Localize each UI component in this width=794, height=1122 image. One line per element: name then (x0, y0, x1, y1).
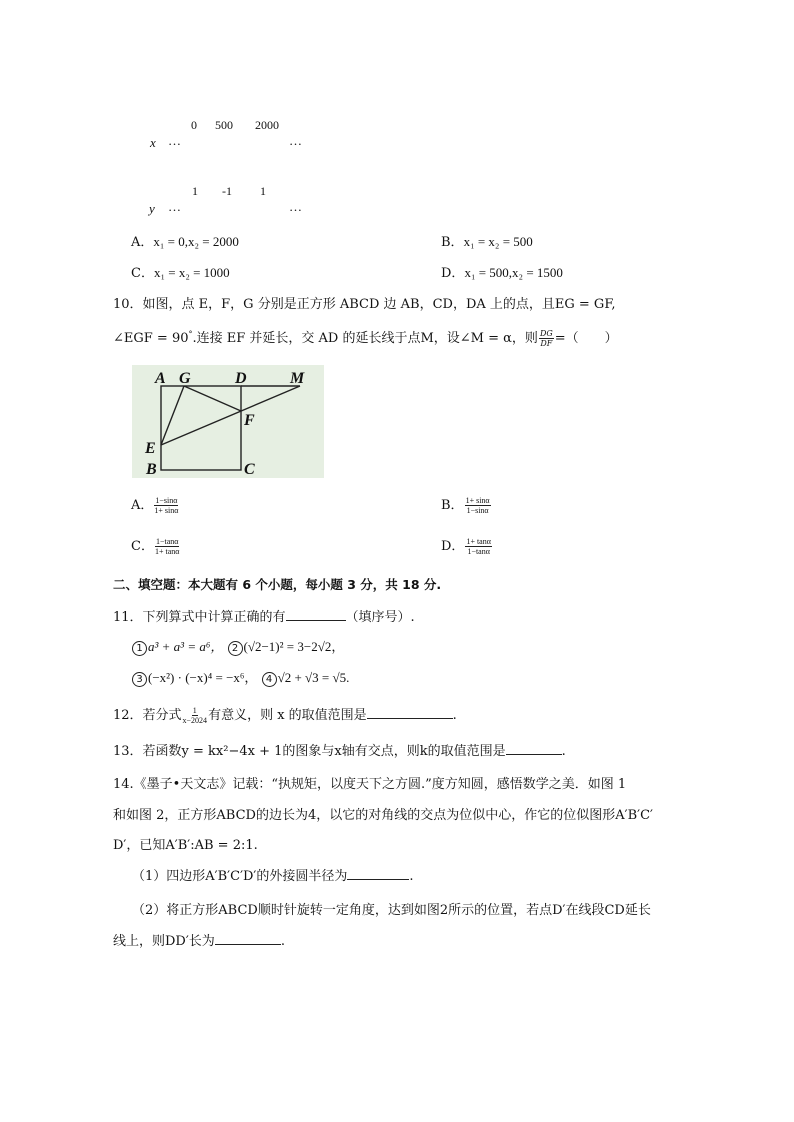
q10-line2: ∠EGF = 90°.连接 EF 并延长，交 AD 的延长线于点M，设∠M = α，则 $\frac{DG}{DF}$ =（ ） (113, 329, 618, 348)
table-y-right-dots: … (289, 199, 302, 214)
q14-part2-line2: 线上，则DD′长为 . (113, 934, 285, 949)
q11-stem: 11．下列算式中计算正确的有 （填序号）. (113, 610, 415, 625)
table-x-values (191, 118, 279, 133)
q9-option-d: D．x₁ = 500,x₂ = 1500 (441, 265, 563, 281)
table-y-label: y (149, 201, 155, 216)
q14-part2-line1: （2）将正方形ABCD顺时针旋转一定角度，达到如图2所示的位置，若点D′在线段CD延长 (132, 903, 651, 918)
q9-option-a: A．x₁ = 0,x₂ = 2000 (131, 234, 239, 250)
q11-items-2: 3 (−x²) · (−x)⁴ = −x⁶， 4 √2 + √3 = √5. (132, 667, 349, 687)
q10-option-d: D． $\frac{1+ \tan\alpha}{1-\tan\alpha}$ (441, 537, 491, 556)
q10-line1: 10．如图，点 E，F，G 分别是正方形 ABCD 边 AB，CD，DA 上的点，且EG = GF, (113, 297, 616, 312)
q10-option-a: A． $\frac{1-\sin\alpha}{1+ \sin\alpha}$ (131, 496, 179, 515)
label-e: E (145, 440, 156, 457)
answer-blank[interactable] (215, 932, 281, 945)
answer-blank[interactable] (506, 742, 562, 755)
table-y-values (192, 184, 266, 199)
line-em (161, 386, 300, 445)
q13: 13．若函数y = kx²−4x + 1的图象与x轴有交点，则k的取值范围是 . (113, 744, 566, 759)
x-value: 2000 (255, 118, 279, 132)
y-value: 1 (260, 184, 266, 198)
q9-option-b: B．x₁ = x₂ = 500 (441, 234, 533, 250)
q10-fraction: $\frac{DG}{DF}$ (539, 329, 553, 348)
q14-line3: D′，已知A′B′:AB = 2:1. (113, 838, 258, 853)
x-value: 500 (215, 118, 233, 132)
q14-line2: 和如图 2，正方形ABCD的边长为4，以它的对角线的交点为位似中心，作它的位似图形A′B′C′ (113, 808, 653, 823)
q10-option-b: B． $\frac{1+ \sin\alpha}{1-\sin\alpha}$ (441, 496, 490, 515)
q9-option-c: C．x₁ = x₂ = 1000 (131, 265, 230, 281)
table-y-left-dots: … (168, 199, 181, 214)
label-a: A (155, 370, 166, 387)
q10-figure (132, 365, 324, 478)
q10-option-c: C． $\frac{1-\tan\alpha}{1+ \tan\alpha}$ (131, 537, 180, 556)
q14-part1: （1）四边形A′B′C′D′的外接圆半径为 . (132, 869, 414, 884)
label-f: F (244, 412, 255, 429)
y-value: -1 (222, 184, 232, 198)
answer-blank[interactable] (286, 608, 346, 621)
q12: 12．若分式 $\frac{1}{x-2024}$ 有意义，则 x 的取值范围是 . (113, 706, 457, 725)
table-x-right-dots: … (289, 133, 302, 148)
line-gf (184, 386, 241, 411)
x-value: 0 (191, 118, 197, 132)
answer-blank[interactable] (367, 706, 453, 719)
answer-blank[interactable] (347, 867, 409, 880)
y-value: 1 (192, 184, 198, 198)
label-c: C (244, 461, 255, 478)
table-x-label: x (150, 135, 156, 150)
table-x-left-dots: … (168, 133, 181, 148)
q14-line1: 14.《墨子•天文志》记载：“执规矩，以度天下之方圆.”度方知圆，感悟数学之美．如图 1 (113, 777, 627, 792)
label-m: M (290, 370, 305, 387)
q11-items-1: 1 a³ + a³ = a⁶， 2 (√2−1)² = 3−2√2， (132, 636, 344, 656)
section-heading: 二、填空题：本大题有 6 个小题，每小题 3 分，共 18 分. (113, 577, 442, 592)
label-d: D (235, 370, 247, 387)
label-b: B (146, 461, 157, 478)
label-g: G (179, 370, 191, 387)
